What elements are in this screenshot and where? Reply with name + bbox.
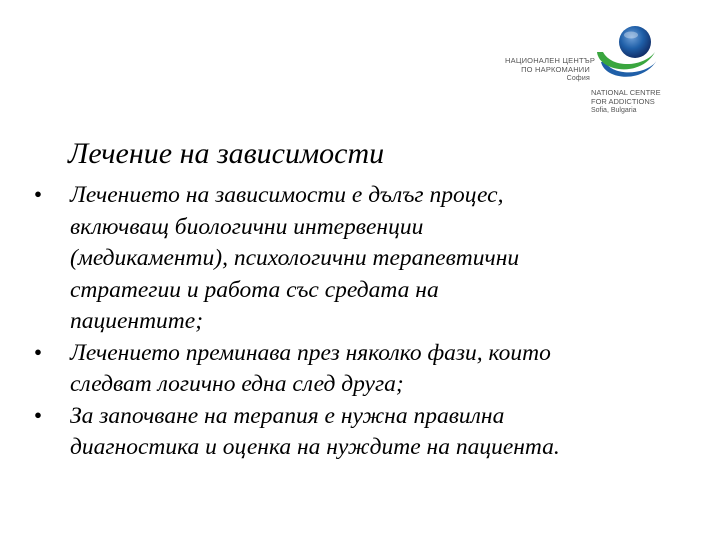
bullet-text-line: За започване на терапия е нужна правилна xyxy=(70,402,505,429)
bullet-text-line: диагностика и оценка на нуждите на пациента. xyxy=(70,434,560,460)
bullet-text-line: следват логично една след друга; xyxy=(70,371,404,397)
bullet-dot-icon: • xyxy=(33,339,43,366)
logo-text-en-line: Sofia, Bulgaria xyxy=(591,107,637,114)
logo-text-en-line: NATIONAL CENTRE xyxy=(591,88,661,97)
bullet-item xyxy=(28,180,708,338)
logo-text-bg-line: София xyxy=(566,75,590,82)
logo-text-en-line: FOR ADDICTIONS xyxy=(591,97,655,106)
bullet-text-line: (медикаменти), психологични терапевтични xyxy=(70,245,520,271)
bullet-text-line: включващ биологични интервенции xyxy=(70,213,424,240)
bullet-text-line: Лечението преминава през няколко фази, които xyxy=(70,339,551,366)
bullet-dot-icon: • xyxy=(33,402,43,429)
bullet-text-line: пациентите; xyxy=(70,308,204,334)
logo-text-bg-line: ПО НАРКОМАНИИ xyxy=(521,65,590,74)
bullet-item xyxy=(28,338,708,401)
slide-title: Лечение на зависимости xyxy=(68,137,385,170)
globe-swoosh-icon xyxy=(591,22,663,86)
bullet-text-line: стратегии и работа със средата на xyxy=(70,276,439,303)
organization-logo xyxy=(505,22,685,117)
bullet-text-line: Лечението на зависимости е дълъг процес, xyxy=(70,182,504,208)
bullet-list xyxy=(28,180,708,464)
bullet-item xyxy=(28,401,708,464)
logo-text-bg-line: НАЦИОНАЛЕН ЦЕНТЪР xyxy=(505,56,596,65)
bullet-dot-icon: • xyxy=(33,182,43,208)
